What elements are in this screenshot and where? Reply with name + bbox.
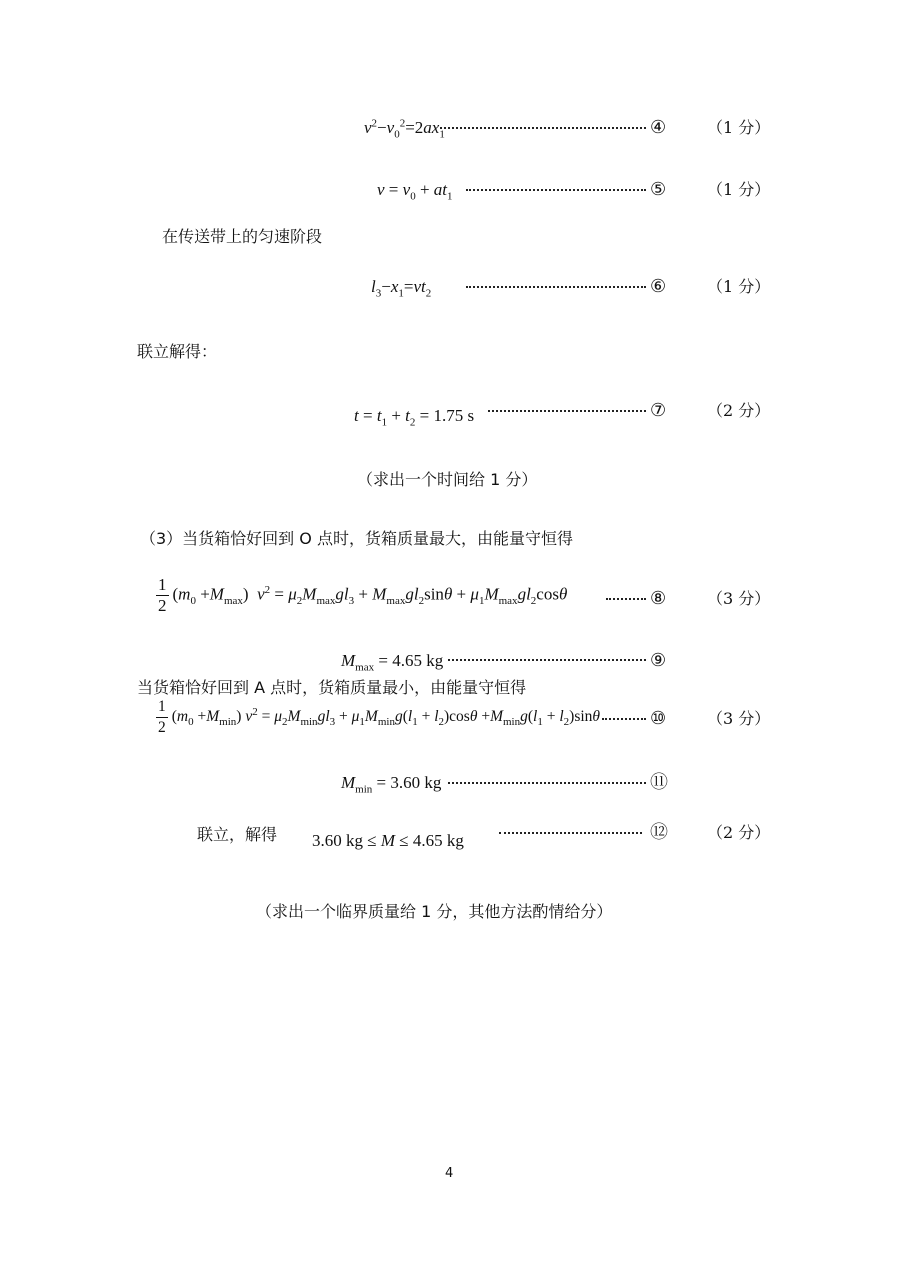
- equation-7-result: 1.75 s: [433, 406, 475, 425]
- leader-dots: [606, 598, 646, 600]
- page-number: 4: [445, 1166, 454, 1181]
- leader-dots: [466, 189, 646, 191]
- equation-label-12: ⑫: [650, 822, 668, 843]
- equation-label-5: ⑤: [650, 179, 667, 200]
- leader-dots: [448, 659, 646, 661]
- leader-dots: [602, 718, 646, 720]
- score-8: （3 分）: [707, 589, 771, 608]
- score-6: （1 分）: [707, 277, 771, 296]
- leader-dots: [488, 410, 646, 412]
- equation-12-lower: 3.60 kg: [312, 831, 363, 850]
- equation-11: $M_{min} = 3.60$ kg: [341, 773, 442, 796]
- equation-label-11: ⑪: [650, 772, 668, 793]
- leader-dots: [448, 782, 646, 784]
- scoring-note-2: （求出一个临界质量给 1 分，其他方法酌情给分）: [256, 902, 613, 921]
- equation-11-value: 3.60 kg: [390, 773, 442, 792]
- score-4: （1 分）: [707, 118, 771, 137]
- score-12: （2 分）: [707, 823, 771, 842]
- equation-8: $\frac{1}{2}$ $(m_0 +M_{max}) v^2 = \mu_2M_{max}gl_3 + M_{max}gl_2\sin\theta + \mu_1M_{max}gl_2\cos\theta$: [158, 575, 568, 615]
- equation-9: $M_{max} = 4.65$ kg: [341, 651, 444, 674]
- score-7: （2 分）: [707, 401, 771, 420]
- equation-7: $t = t_1 + t_2 = 1.75$ s: [354, 406, 475, 429]
- part3-text: （3）当货箱恰好回到 O 点时，货箱质量最大，由能量守恒得: [140, 529, 573, 548]
- leader-dots: [499, 832, 642, 834]
- equation-label-10: ⑩: [650, 708, 667, 729]
- equation-label-7: ⑦: [650, 400, 667, 421]
- equation-10: $\frac{1}{2}$ $(m_0 +M_{min}) v^2 = \mu_2M_{min}gl_3 + \mu_1M_{min}g(l_1 + l_2)\cos\theta +M_{min}g(l_1 + l_2)\sin\theta$: [158, 698, 601, 736]
- equation-label-4: ④: [650, 117, 667, 138]
- equation-12: 3.60 kg ≤ M ≤ 4.65 kg: [312, 831, 464, 850]
- leader-dots: [440, 127, 646, 129]
- fraction-one-half: $\frac{1}{2}$: [158, 575, 167, 615]
- equation-label-6: ⑥: [650, 276, 667, 297]
- equation-6: $l_3-x_1=vt_2$: [371, 277, 432, 300]
- equation-9-value: 4.65 kg: [392, 651, 444, 670]
- scoring-note-1: （求出一个时间给 1 分）: [357, 470, 538, 489]
- score-5: （1 分）: [707, 180, 771, 199]
- equation-12-prefix: 联立，解得: [197, 825, 278, 844]
- equation-5: $v = v_0 + at_1$: [377, 180, 453, 203]
- solve-text: 联立解得：: [137, 342, 218, 361]
- equation-label-9: ⑨: [650, 650, 667, 671]
- equation-label-8: ⑧: [650, 588, 667, 609]
- stage-text: 在传送带上的匀速阶段: [162, 227, 323, 246]
- score-10: （3 分）: [707, 709, 771, 728]
- equation-12-upper: 4.65 kg: [412, 831, 464, 850]
- min-text: 当货箱恰好回到 A 点时，货箱质量最小，由能量守恒得: [137, 678, 527, 697]
- fraction-one-half: $\frac{1}{2}$: [158, 698, 166, 736]
- leader-dots: [466, 286, 646, 288]
- equation-4: $v^2-v_0^2=2ax_1$: [364, 117, 445, 141]
